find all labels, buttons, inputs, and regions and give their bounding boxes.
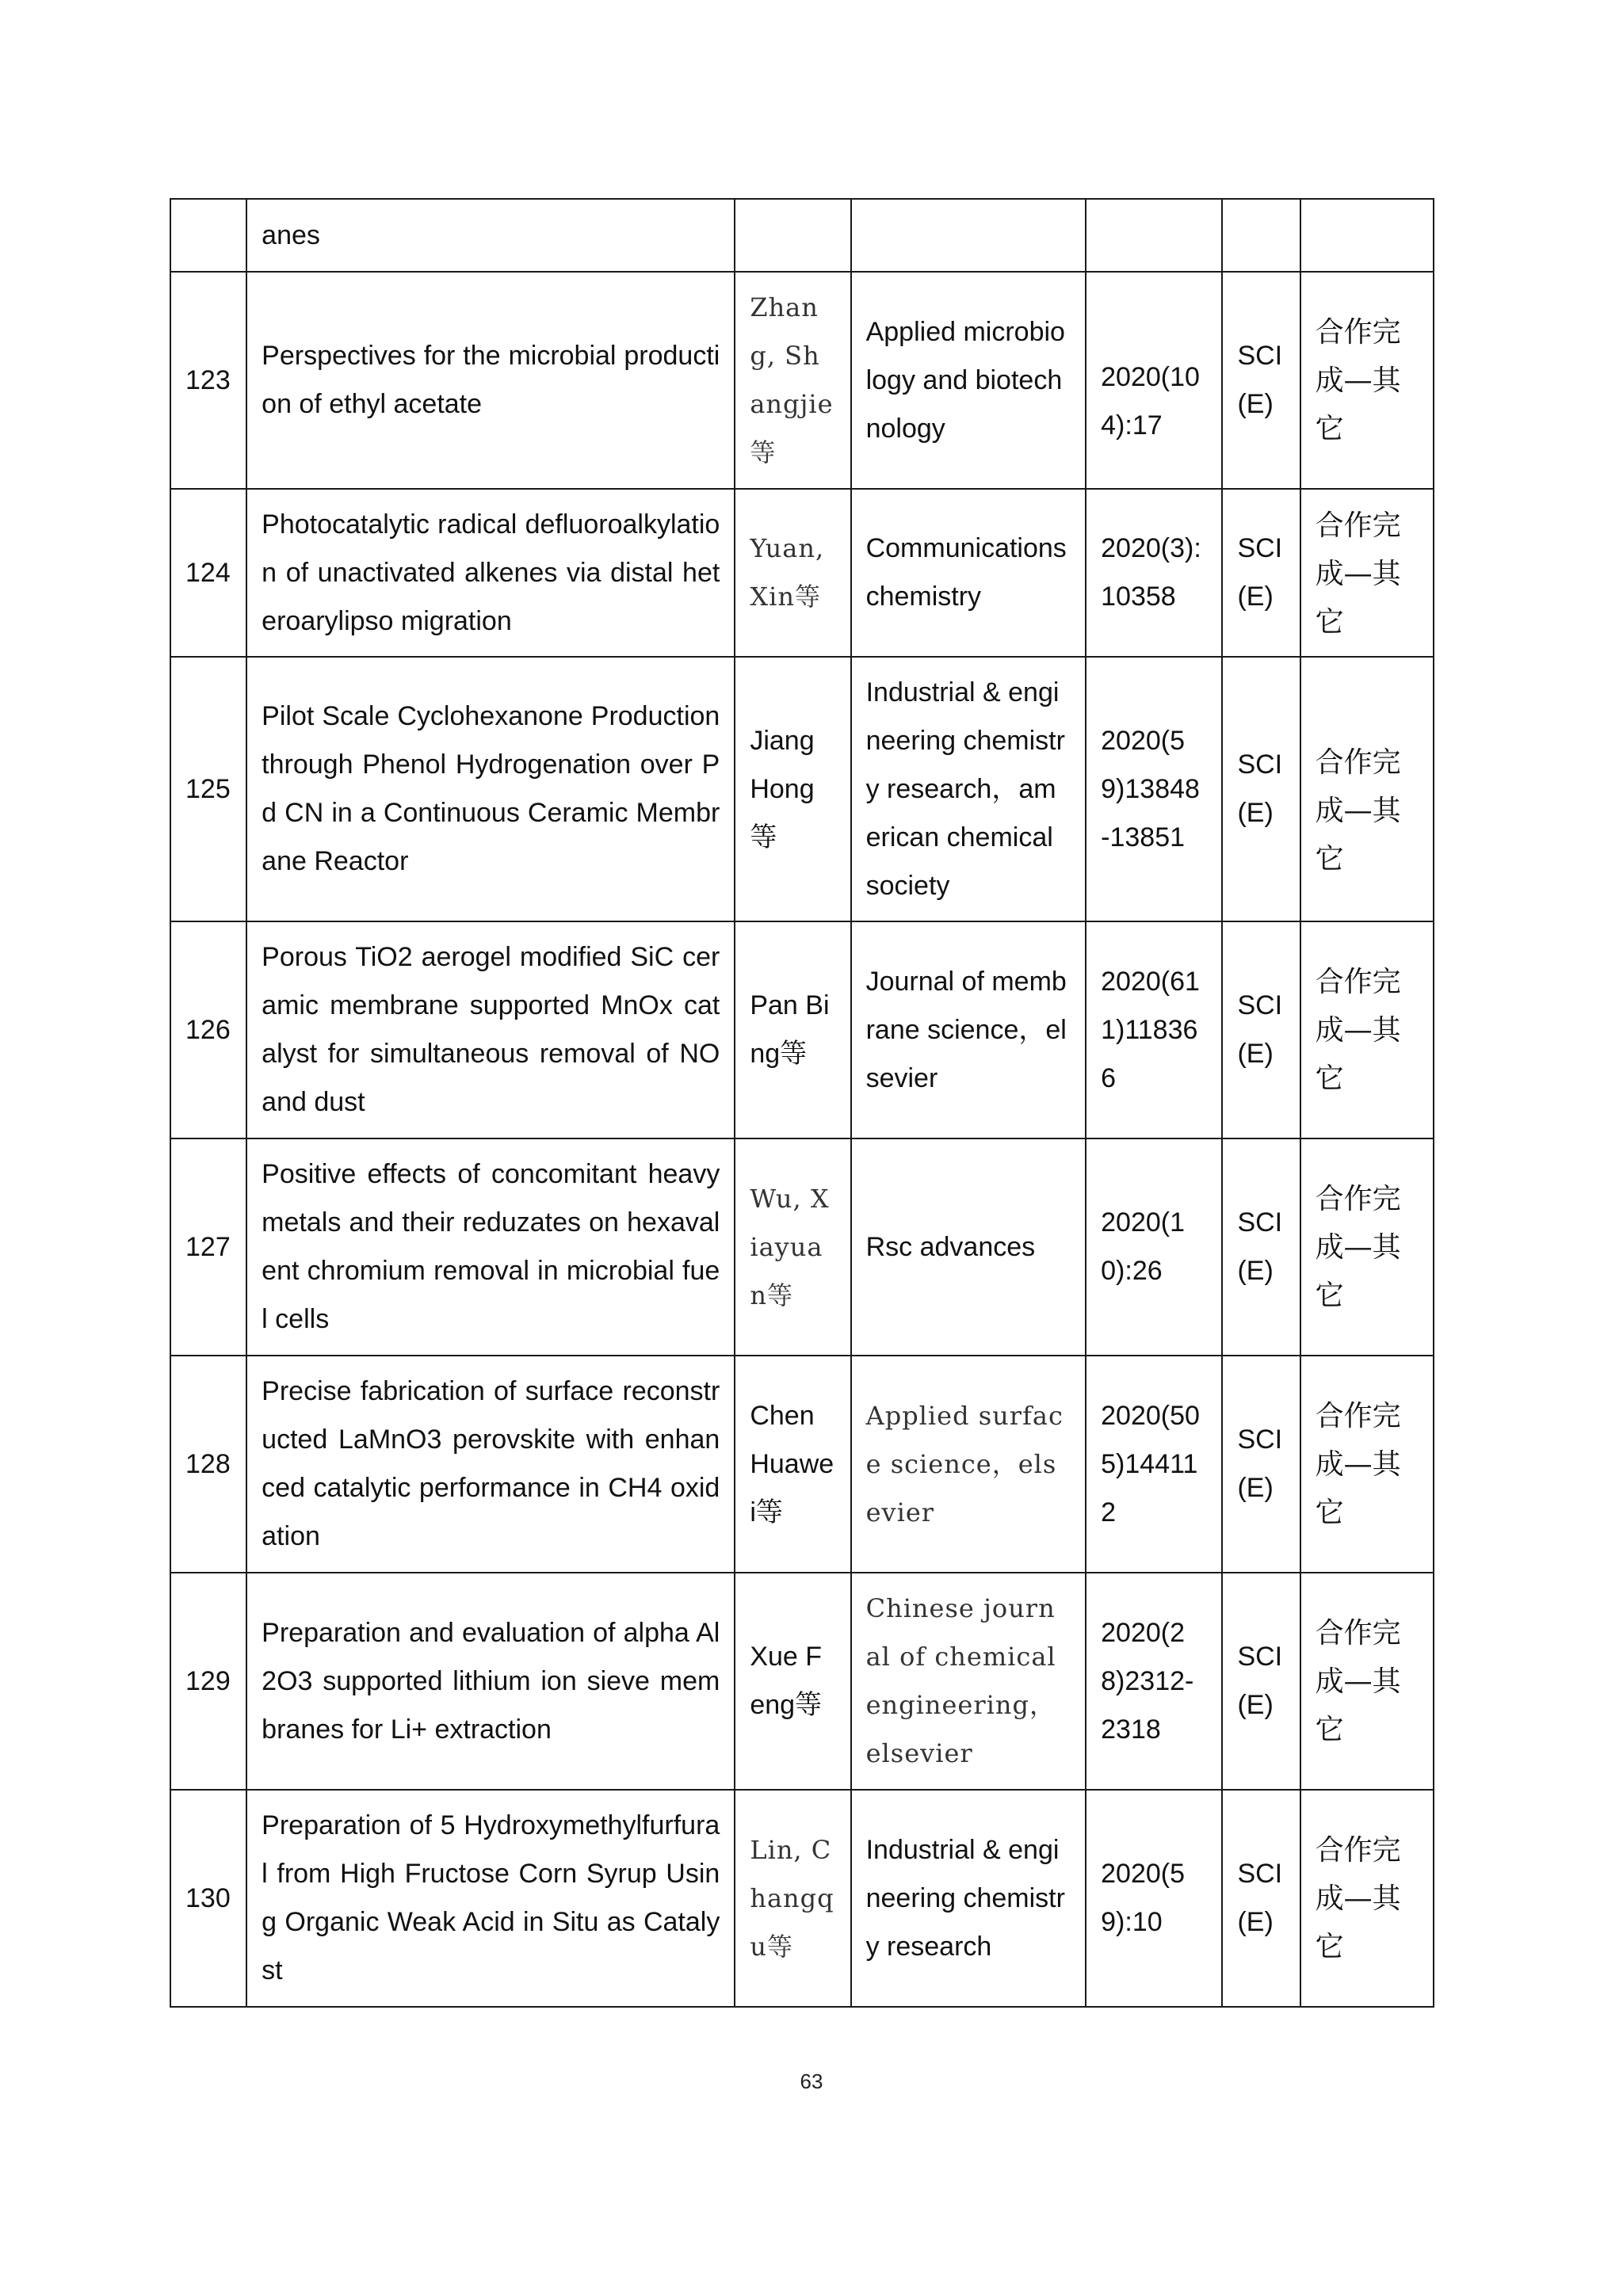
cell-type: 合作完成—其它 [1300,1356,1434,1573]
cell-authors: Lin, Changqu等 [735,1790,850,2007]
cell-title: Precise fabrication of surface reconstructed LaMnO3 perovskite with enhanced catalytic performance in CH4 oxidation [246,1356,735,1573]
cell-journal: Industrial & engineering chemistry research，american chemical society [851,657,1086,921]
cell-no: 129 [170,1573,246,1790]
cell-type: 合作完成—其它 [1300,657,1434,921]
cell-journal: Applied microbiology and biotechnology [851,272,1086,489]
cell-type [1300,199,1434,272]
cell-volume: 2020(59):10 [1086,1790,1222,2007]
cell-indexed: SCI (E) [1222,1138,1300,1356]
cell-no: 123 [170,272,246,489]
cell-journal: Industrial & engineering chemistry research [851,1790,1086,2007]
table-row [170,1138,1434,1356]
table-row [170,1790,1434,2007]
cell-indexed: SCI (E) [1222,921,1300,1138]
cell-volume: 2020(505)144112 [1086,1356,1222,1573]
cell-no: 127 [170,1138,246,1356]
cell-indexed: SCI (E) [1222,657,1300,921]
cell-title: Preparation and evaluation of alpha Al2O3 supported lithium ion sieve membranes for Li+ extraction [246,1573,735,1790]
cell-authors: Xue Feng等 [735,1573,850,1790]
cell-authors: Pan Bing等 [735,921,850,1138]
cell-type: 合作完成—其它 [1300,1138,1434,1356]
cell-authors: Chen Huawei等 [735,1356,850,1573]
cell-title: Porous TiO2 aerogel modified SiC ceramic membrane supported MnOx catalyst for simultaneous removal of NO and dust [246,921,735,1138]
cell-authors: Zhang, Shangjie等 [735,272,850,489]
table-row [170,489,1434,657]
cell-title: Perspectives for the microbial production of ethyl acetate [246,272,735,489]
cell-type: 合作完成—其它 [1300,1790,1434,2007]
cell-volume: 2020(611)118366 [1086,921,1222,1138]
cell-journal: Chinese journal of chemical engineering，elsevier [851,1573,1086,1790]
table-row [170,657,1434,921]
table-row-continuation [170,199,1434,272]
cell-type: 合作完成—其它 [1300,921,1434,1138]
cell-title: Positive effects of concomitant heavy metals and their reduzates on hexavalent chromium removal in microbial fuel cells [246,1138,735,1356]
cell-volume: 2020(59)13848-13851 [1086,657,1222,921]
cell-authors: Yuan, Xin等 [735,489,850,657]
cell-no: 128 [170,1356,246,1573]
cell-volume: 2020(104):17 [1086,272,1222,489]
table-row [170,921,1434,1138]
table-row [170,1356,1434,1573]
cell-indexed: SCI (E) [1222,1790,1300,2007]
cell-no: 126 [170,921,246,1138]
cell-title: anes [246,199,735,272]
table-row [170,1573,1434,1790]
cell-indexed [1222,199,1300,272]
cell-title: Pilot Scale Cyclohexanone Production through Phenol Hydrogenation over Pd CN in a Continuous Ceramic Membrane Reactor [246,657,735,921]
cell-no: 124 [170,489,246,657]
cell-indexed: SCI (E) [1222,272,1300,489]
cell-title: Preparation of 5 Hydroxymethylfurfural from High Fructose Corn Syrup Using Organic Weak Acid in Situ as Catalyst [246,1790,735,2007]
cell-journal: Communications chemistry [851,489,1086,657]
cell-authors [735,199,850,272]
cell-journal: Applied surface science，elsevier [851,1356,1086,1573]
cell-indexed: SCI (E) [1222,1356,1300,1573]
cell-no [170,199,246,272]
cell-title: Photocatalytic radical defluoroalkylation of unactivated alkenes via distal heteroarylipso migration [246,489,735,657]
publication-table [170,198,1434,2008]
cell-no: 130 [170,1790,246,2007]
cell-authors: Jiang Hong等 [735,657,850,921]
cell-type: 合作完成—其它 [1300,489,1434,657]
cell-volume: 2020(3):10358 [1086,489,1222,657]
cell-journal [851,199,1086,272]
table-row [170,272,1434,489]
cell-volume [1086,199,1222,272]
cell-no: 125 [170,657,246,921]
cell-type: 合作完成—其它 [1300,1573,1434,1790]
cell-journal: Rsc advances [851,1138,1086,1356]
cell-volume: 2020(10):26 [1086,1138,1222,1356]
cell-journal: Journal of membrane science，elsevier [851,921,1086,1138]
cell-authors: Wu, Xiayuan等 [735,1138,850,1356]
cell-indexed: SCI (E) [1222,489,1300,657]
page-number: 63 [800,2069,823,2093]
cell-volume: 2020(28)2312-2318 [1086,1573,1222,1790]
cell-type: 合作完成—其它 [1300,272,1434,489]
cell-indexed: SCI (E) [1222,1573,1300,1790]
